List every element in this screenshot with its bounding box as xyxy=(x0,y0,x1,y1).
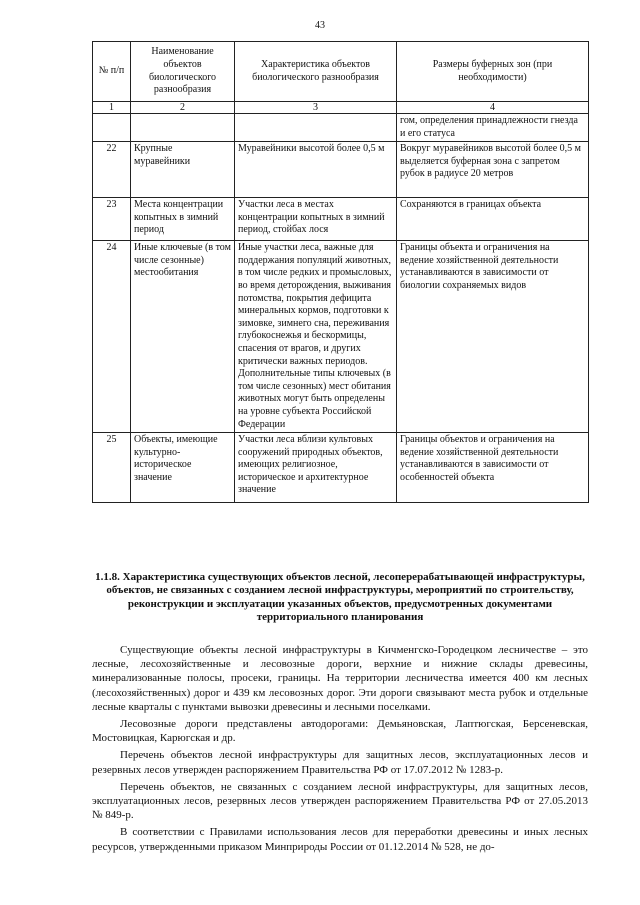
section-heading: 1.1.8. Характеристика существующих объектов лесной, лесоперерабатывающей инфраструктуры, объектов, не связанных с созданием лесной инфраструктуры, мероприятий по строительству, реконструкции и эксплуатации указанных объектов, предусмотренных документами территориального планирования xyxy=(95,571,585,624)
continuation-cell: гом, определения принадлежности гнезда и его статуса xyxy=(397,114,589,142)
buffer-cell: Границы объектов и ограничения на ведение хозяйственной деятельности устанавливаются в зависимости от особенностей объекта xyxy=(397,433,589,503)
column-number: 1 xyxy=(93,102,131,114)
table-row xyxy=(93,241,589,433)
row-number: 22 xyxy=(93,142,131,198)
table-row xyxy=(93,142,589,198)
row-number: 24 xyxy=(93,241,131,433)
column-number: 4 xyxy=(397,102,589,114)
object-name-cell: Крупные муравейники xyxy=(131,142,235,198)
buffer-cell: Вокруг муравейников высотой более 0,5 м выделяется буферная зона с запретом рубок в радиусе 20 метров xyxy=(397,142,589,198)
paragraph: Существующие объекты лесной инфраструктуры в Кичменгско-Городецком лесничестве – это лесные, лесохозяйственные и лесовозные дороги, верхние и нижние склады древесины, минерализованные полосы, просеки, границы. На территории лесничества имеется 400 км лесных (лесохозяйственных) дорог и 439 км лесовозных дорог. Эти дороги связывают места рубок и отдельные лесные кварталы с пунктами вывозки древесины и лесными поселками. xyxy=(92,644,588,713)
characteristic-cell: Муравейники высотой более 0,5 м xyxy=(235,142,397,198)
characteristic-cell: Иные участки леса, важные для поддержания популяций животных, в том числе редких и промысловых, во время деторождения, выживания потомства, покрытия дефицита минеральных кормов, подготовки к зимовке, зимнего сна, переживания глубокоснежья и бескормицы, спасения от врагов, и других критически важных периодов. Дополнительные типы ключевых (в том числе сезонных) мест обитания животных могут быть определены на уровне субъекта Российской Федерации xyxy=(235,241,397,433)
paragraph: Лесовозные дороги представлены автодорогами: Демьяновская, Лаптюгская, Берсеневская, Мостовицкая, Карюгская и др. xyxy=(92,718,588,745)
table-header-row xyxy=(93,42,589,102)
paragraph: Перечень объектов лесной инфраструктуры для защитных лесов, эксплуатационных лесов и резервных лесов утвержден распоряжением Правительства РФ от 17.07.2012 № 1283-р. xyxy=(92,749,588,776)
table-row xyxy=(93,433,589,503)
characteristic-cell: Участки леса в местах концентрации копытных в зимний период, стойбах лося xyxy=(235,198,397,241)
buffer-cell: Сохраняются в границах объекта xyxy=(397,198,589,241)
column-number-row xyxy=(93,102,589,114)
table-row-continuation xyxy=(93,114,589,142)
paragraph: Перечень объектов, не связанных с созданием лесной инфраструктуры, для защитных лесов, эксплуатационных лесов, резервных лесов утвержден распоряжением Правительства РФ от 27.05.2013 № 849-р. xyxy=(92,780,588,822)
buffer-cell: Границы объекта и ограничения на ведение хозяйственной деятельности устанавливаются в зависимости от биологии сохраняемых видов xyxy=(397,241,589,433)
header-number: № п/п xyxy=(93,42,131,102)
table-row xyxy=(93,198,589,241)
section-body xyxy=(92,643,588,857)
column-number: 2 xyxy=(131,102,235,114)
object-name-cell: Объекты, имеющие культурно-историческое значение xyxy=(131,433,235,503)
header-characteristic: Характеристика объектов биологического разнообразия xyxy=(235,42,397,102)
biodiversity-table xyxy=(92,41,589,503)
header-object-name: Наименование объектов биологического разнообразия xyxy=(131,42,235,102)
column-number: 3 xyxy=(235,102,397,114)
row-number: 23 xyxy=(93,198,131,241)
page-number: 43 xyxy=(315,20,325,31)
object-name-cell: Иные ключевые (в том числе сезонные) местообитания xyxy=(131,241,235,433)
row-number: 25 xyxy=(93,433,131,503)
object-name-cell: Места концентрации копытных в зимний период xyxy=(131,198,235,241)
characteristic-cell: Участки леса вблизи культовых сооружений природных объектов, имеющих религиозное, историческое и архитектурное значение xyxy=(235,433,397,503)
header-buffer-zone: Размеры буферных зон (при необходимости) xyxy=(397,42,589,102)
paragraph: В соответствии с Правилами использования лесов для переработки древесины и иных лесных ресурсов, утвержденными приказом Минприроды России от 01.12.2014 № 528, не до- xyxy=(92,826,588,853)
